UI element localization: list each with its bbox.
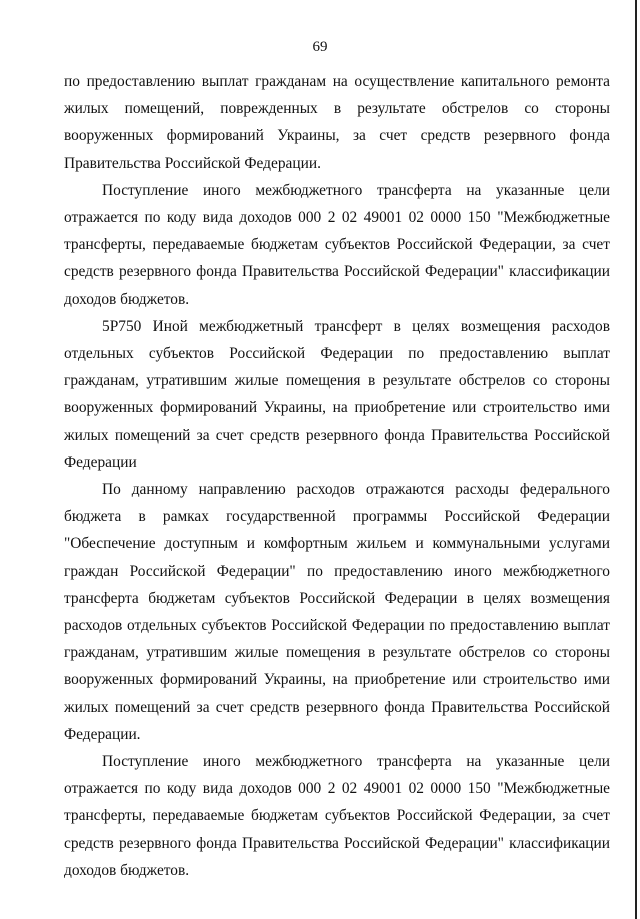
paragraph-1: по предоставлению выплат гражданам на осуществление капитального ремонта жилых помещений, поврежденных в результате обстрелов со стороны вооруженных формирований Украины, за счет средств резервного фонда Правительства Российской Федерации. xyxy=(64,73,610,172)
paragraph-2: Поступление иного межбюджетного трансферта на указанные цели отражается по коду вида доходов 000 2 02 49001 02 0000 150 "Межбюджетные трансферты, передаваемые бюджетам субъектов Российской Федерации, за счет средств резервного фонда Правительства Российской Федерации" классификации доходов бюджетов. xyxy=(64,181,610,308)
page-number: 69 xyxy=(312,39,328,55)
document-body xyxy=(64,68,610,884)
paragraph-4: По данному направлению расходов отражаются расходы федерального бюджета в рамках государственной программы Российской Федерации "Обеспечение доступным и комфортным жильем и коммунальными услугами граждан Российской Федерации" по предоставлению иного межбюджетного трансферта бюджетам субъектов Российской Федерации в целях возмещения расходов отдельных субъектов Российской Федерации по предоставлению выплат гражданам, утратившим жилые помещения в результате обстрелов со стороны вооруженных формирований Украины, на приобретение или строительство ими жилых помещений за счет средств резервного фонда Правительства Российской Федерации. xyxy=(64,481,610,743)
paragraph-3: 5Р750 Иной межбюджетный трансферт в целях возмещения расходов отдельных субъектов Российской Федерации по предоставлению выплат гражданам, утратившим жилые помещения в результате обстрелов со стороны вооруженных формирований Украины, на приобретение или строительство ими жилых помещений за счет средств резервного фонда Правительства Российской Федерации xyxy=(64,317,610,471)
page-edge-line xyxy=(635,0,637,919)
paragraph-5: Поступление иного межбюджетного трансферта на указанные цели отражается по коду вида доходов 000 2 02 49001 02 0000 150 "Межбюджетные трансферты, передаваемые бюджетам субъектов Российской Федерации, за счет средств резервного фонда Правительства Российской Федерации" классификации доходов бюджетов. xyxy=(64,753,610,879)
